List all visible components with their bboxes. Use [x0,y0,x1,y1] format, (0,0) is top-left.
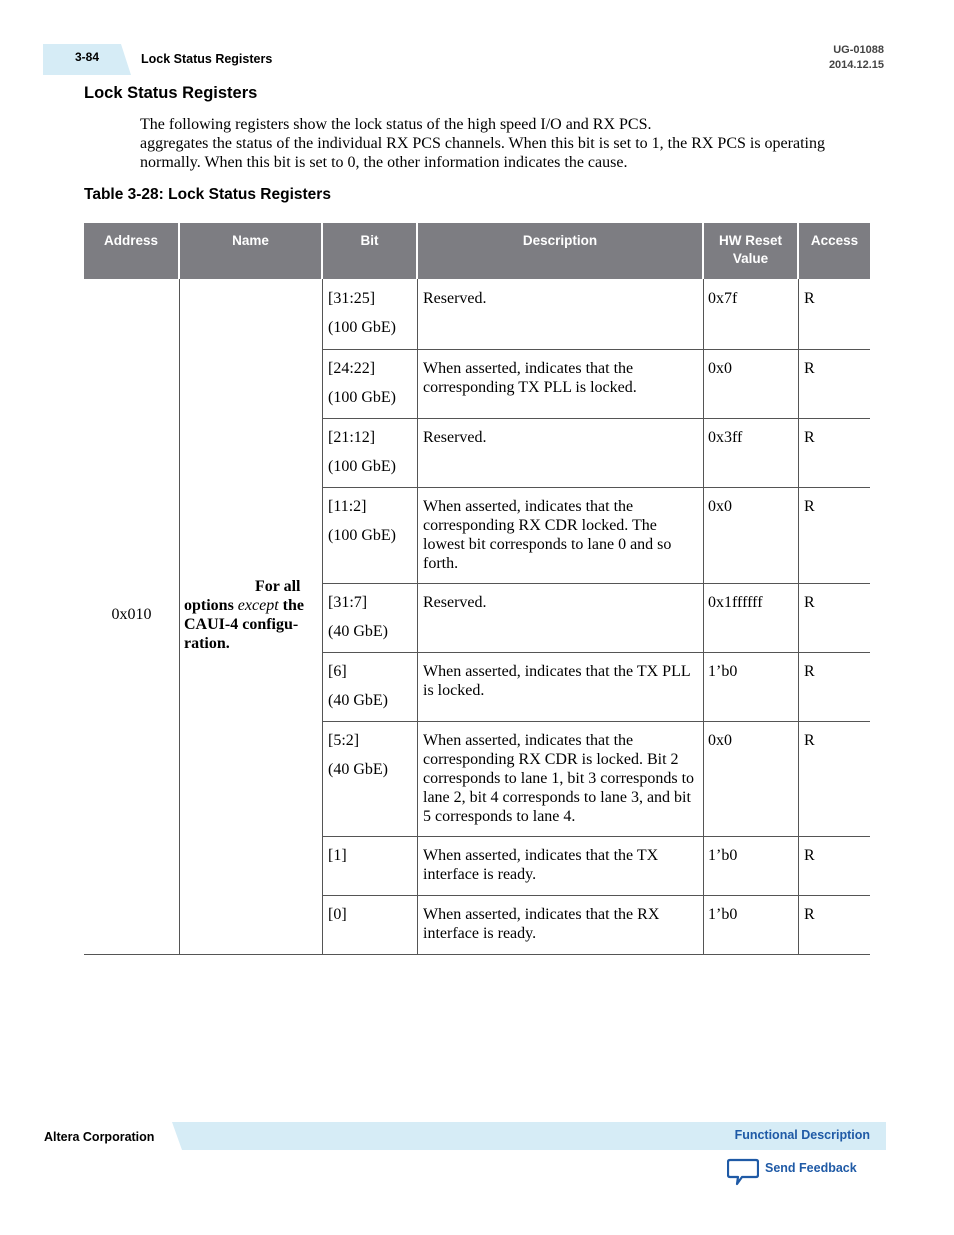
name-line-2 [184,596,312,615]
description-cell: When asserted, indicates that the corresponding RX CDR is locked. Bit 2 corresponds to lane 1, bit 3 corresponds to lane 2, bit 4 corresponds to lane 3, and bit 5 corresponds to lane 4. [423,732,695,825]
hw-reset-cell: 0x0 [708,498,732,515]
name-line-1: For all [255,578,301,595]
hw-reset-line-2: Value [732,251,769,266]
bit-cell [328,428,414,476]
row-rule [322,721,870,722]
column-header-address: Address [84,223,178,279]
access-cell: R [804,663,815,680]
table-header [84,223,870,279]
description-cell: When asserted, indicates that the TX PLL is locked. [423,663,691,699]
column-header-name: Name [180,223,321,279]
bit-cell [328,497,414,545]
bit-range: [6] [328,663,347,680]
page-number-tab [43,44,131,75]
name-word-options: options [184,597,234,614]
description-cell: Reserved. [423,429,487,446]
access-cell: R [804,847,815,864]
bit-cell [328,731,414,779]
description-cell: When asserted, indicates that the corresponding TX PLL is locked. [423,360,637,396]
column-rule [179,279,180,954]
bit-range: [0] [328,906,347,923]
access-cell: R [804,360,815,377]
hw-reset-line-1: HW Reset [718,233,782,248]
row-rule [322,895,870,896]
table-bottom-rule [84,954,870,955]
table-caption: Table 3-28: Lock Status Registers [84,186,331,203]
bit-cell [328,359,414,407]
bit-range: [1] [328,847,347,864]
bit-range: [31:25] [328,290,376,307]
access-cell: R [804,594,815,611]
intro-line-3: normally. When this bit is set to 0, the other information indicates the cause. [140,154,628,171]
row-rule [322,583,870,584]
bit-cell [328,662,414,710]
doc-number: UG-01088 [833,44,884,56]
intro-line-2: aggregates the status of the individual RX PCS channels. When this bit is set to 1, the RX PCS is operating [140,135,825,152]
page-number: 3-84 [74,50,100,64]
hw-reset-cell: 0x7f [708,290,738,307]
hw-reset-cell: 0x0 [708,732,732,749]
column-rule [417,279,418,954]
footer-band [172,1122,886,1150]
name-cell [184,577,312,653]
row-rule [322,487,870,488]
name-line-3: CAUI-4 configu- [184,616,299,633]
section-title: Lock Status Registers [84,84,258,102]
bit-range: [24:22] [328,360,376,377]
bit-range: [31:7] [328,594,368,611]
hw-reset-cell: 0x1ffffff [708,594,763,611]
hw-reset-cell: 0x0 [708,360,732,377]
running-title: Lock Status Registers [141,52,273,66]
bit-mode: (100 GbE) [328,389,396,406]
bit-range: [5:2] [328,732,360,749]
row-rule [322,418,870,419]
name-word-the: the [282,597,304,614]
bit-mode: (40 GbE) [328,692,388,709]
description-cell: When asserted, indicates that the RX interface is ready. [423,906,660,942]
access-cell: R [804,906,815,923]
bit-mode: (100 GbE) [328,319,396,336]
row-rule [322,349,870,350]
bit-mode: (40 GbE) [328,623,388,640]
column-header-access: Access [799,223,870,279]
hw-reset-cell: 1’b0 [708,906,738,923]
description-cell: Reserved. [423,594,487,611]
bit-mode: (100 GbE) [328,458,396,475]
column-header-bit: Bit [323,223,416,279]
description-cell: When asserted, indicates that the corresponding RX CDR locked. The lowest bit corresponds to lane 0 and so forth. [423,498,672,572]
bit-mode: (100 GbE) [328,527,396,544]
column-header-description: Description [418,223,702,279]
description-cell: Reserved. [423,290,487,307]
access-cell: R [804,498,815,515]
bit-cell [328,593,414,641]
hw-reset-cell: 1’b0 [708,663,738,680]
name-line-4: ration. [184,635,230,652]
send-feedback-label: Send Feedback [765,1161,857,1175]
column-header-hw-reset [704,223,797,279]
access-cell: R [804,429,815,446]
doc-date: 2014.12.15 [828,59,884,71]
name-word-except: except [237,597,279,614]
table-body [84,279,870,954]
intro-line-1: The following registers show the lock status of the high speed I/O and RX PCS. [140,116,652,133]
speech-bubble-icon [727,1158,759,1186]
access-cell: R [804,290,815,307]
footer-company: Altera Corporation [44,1130,155,1144]
row-rule [322,652,870,653]
hw-reset-cell: 1’b0 [708,847,738,864]
bit-cell [328,905,414,924]
hw-reset-cell: 0x3ff [708,429,743,446]
bit-cell [328,289,414,337]
bit-range: [21:12] [328,429,376,446]
column-rule [322,279,323,954]
description-cell: When asserted, indicates that the TX interface is ready. [423,847,659,883]
column-rule [703,279,704,954]
address-cell: 0x010 [111,606,152,623]
document-id [829,43,884,73]
bit-mode: (40 GbE) [328,761,388,778]
bit-range: [11:2] [328,498,367,515]
column-rule [798,279,799,954]
chapter-link[interactable]: Functional Description [734,1128,870,1142]
intro-paragraph [140,115,880,172]
access-cell: R [804,732,815,749]
row-rule [322,836,870,837]
bit-cell [328,846,414,865]
